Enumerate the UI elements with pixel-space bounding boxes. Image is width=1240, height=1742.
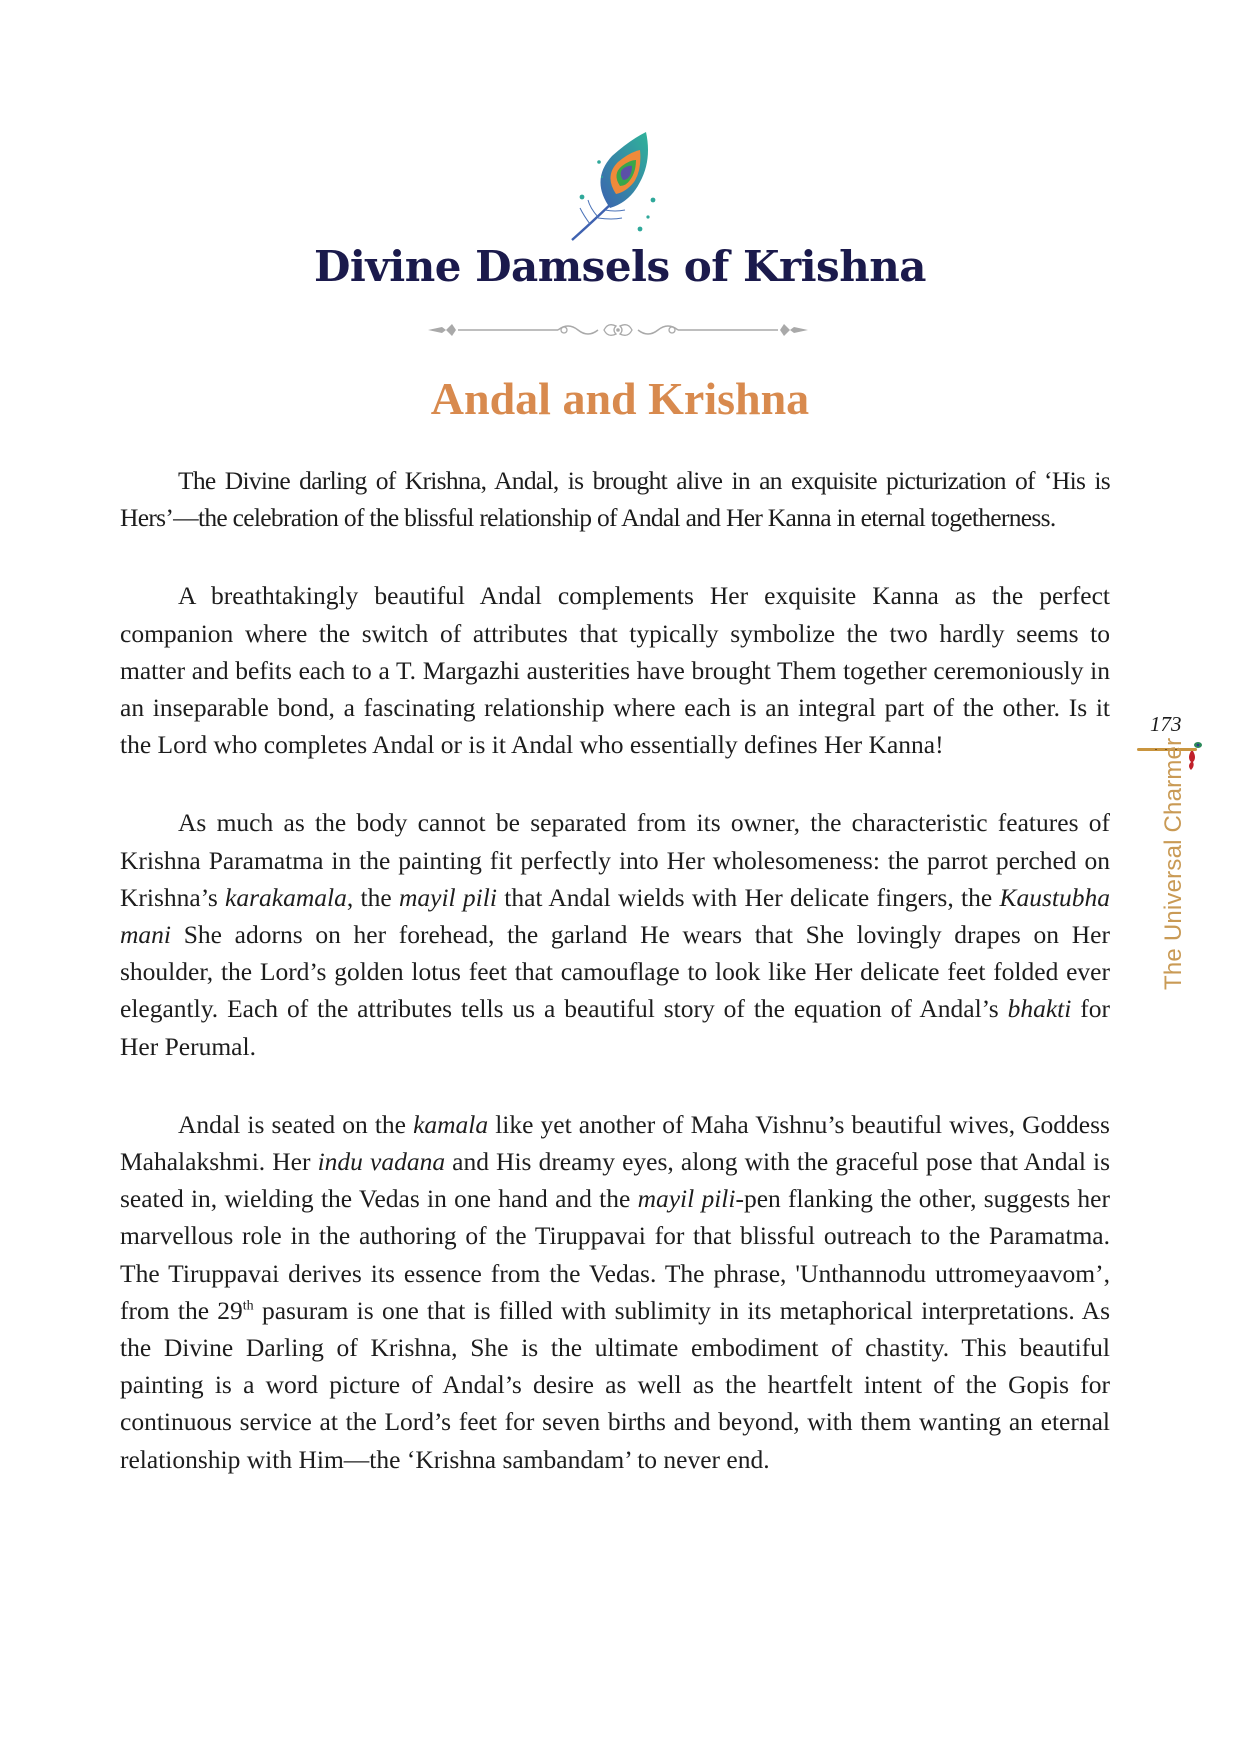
text: and His dreamy eyes, along with the graceful pose that Andal is seated in, wielding the Vedas in one hand and the (120, 1147, 1111, 1214)
section-title: Andal and Krishna (430, 373, 810, 424)
italic-term: mayil pili (637, 1184, 736, 1214)
article-body (120, 462, 1110, 1519)
text: As much as the body cannot be separated from its owner, the characteristic features of Krishna Paramatma in the painting fit perfectly into Her wholesomeness: the parrot perched on Krishna’s (120, 808, 1110, 912)
text: that Andal wields with Her delicate fingers, the (496, 882, 1000, 912)
paragraph-1: The Divine darling of Krishna, Andal, is brought alive in an exquisite picturization of ‘His is Hers’—the celebration of the blissful relationship of Andal and Her Kanna in eternal togetherness. (120, 466, 1110, 533)
text: , the (346, 882, 399, 912)
page-number: 173 (1150, 712, 1182, 736)
running-title: The Universal Charmer (1160, 737, 1187, 990)
page-title: Divine Damsels of Krishna (313, 242, 926, 291)
superscript: th (242, 1298, 254, 1314)
text: for Her Perumal. (120, 994, 1111, 1061)
paragraph-3 (120, 804, 1110, 1064)
italic-term: bhakti (1007, 994, 1072, 1024)
italic-term: mayil pili (398, 882, 497, 912)
text: pasuram is one that is filled with sublimity in its metaphorical interpretations. As the Divine Darling of Krishna, She is the ultimate embodiment of chastity. This beautiful painting is a word picture of Andal’s desire as well as the heartfelt intent of the Gopis for continuous service at the Lord’s feet for seven births and beyond, with them wanting an eternal relationship with Him—the ‘Krishna sambandam’ to never end. (120, 1295, 1110, 1474)
italic-term: karakamala (225, 882, 347, 912)
peacock-feather-icon (560, 120, 680, 245)
italic-term: Kaustubha mani (120, 882, 1110, 950)
text: Andal is seated on the (178, 1109, 414, 1139)
text: like yet another of Maha Vishnu’s beautiful wives, Goddess Mahalakshmi. Her (120, 1109, 1110, 1177)
text: She adorns on her forehead, the garland He wears that She lovingly drapes on Her shoulder, the Lord’s golden lotus feet that camouflage to look like Her delicate feet folded ever elegantly. Each of the attributes tells us a beautiful story of the equation of Andal’s (120, 920, 1110, 1024)
flourish-divider (428, 318, 808, 342)
italic-term: kamala (413, 1109, 489, 1139)
italic-term: indu vadana (317, 1147, 446, 1177)
paragraph-4 (120, 1106, 1110, 1478)
paragraph-2: A breathtakingly beautiful Andal complements Her exquisite Kanna as the perfect companion where the switch of attributes that typically symbolize the two hardly seems to matter and befits each to a T. Margazhi austerities have brought Them together ceremoniously in an inseparable bond, a fascinating relationship where each is an integral part of the other. Is it the Lord who completes Andal or is it Andal who essentially defines Her Kanna! (120, 581, 1110, 760)
text: -pen flanking the other, suggests her marvellous role in the authoring of the Tiruppavai for that blissful outreach to the Paramatma. The Tiruppavai derives its essence from the Vedas. The phrase, 'Unthannodu uttromeyaavom’, from the 29 (120, 1184, 1110, 1325)
